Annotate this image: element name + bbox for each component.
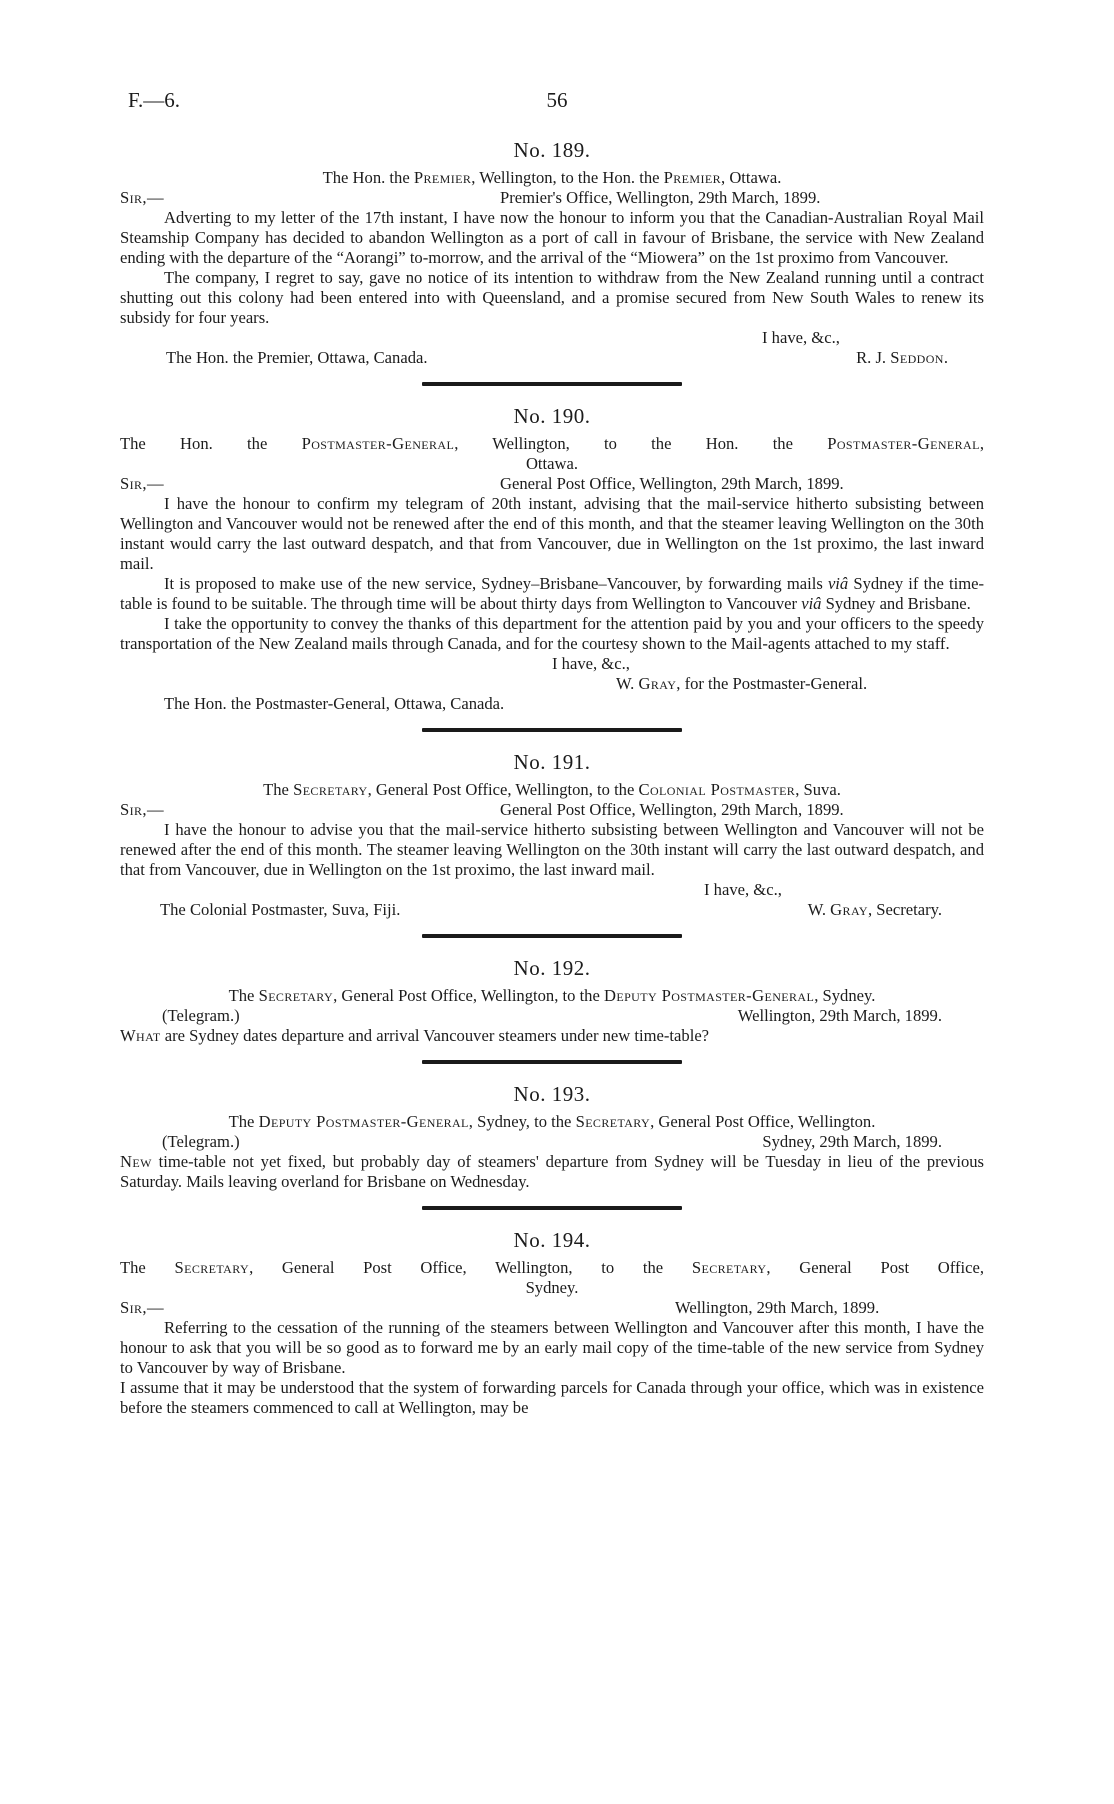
- letter-number: No. 194.: [513, 1228, 591, 1252]
- paragraph: Referring to the cessation of the running of the steamers between Wellington and Vancouver after this month, I have the honour to ask that you will be so good as to forward me by an early mail copy of the time-table of the new service from Sydney to Vancouver by way of Brisbane.: [120, 1318, 984, 1377]
- addressee: The Hon. the Postmaster-General, Ottawa, Canada.: [164, 694, 505, 713]
- place-date: Sydney, 29th March, 1899.: [762, 1132, 942, 1151]
- salutation: Sir,—: [120, 1298, 164, 1317]
- letter-194: [120, 1230, 984, 1418]
- salutation: Sir,—: [120, 474, 164, 493]
- letter-193: [120, 1084, 984, 1192]
- signature: R. J. Seddon.: [856, 348, 948, 367]
- letter-192: [120, 958, 984, 1046]
- place-date: General Post Office, Wellington, 29th March, 1899.: [500, 800, 844, 819]
- signature: W. Gray, Secretary.: [807, 900, 942, 919]
- section-divider: [422, 382, 682, 386]
- section-divider: [422, 728, 682, 732]
- letter-heading: The Hon. the Premier, Wellington, to the Hon. the Premier, Ottawa.: [322, 168, 782, 187]
- paragraph: I take the opportunity to convey the thanks of this department for the attention paid by you and your officers to the speedy transportation of the New Zealand mails through Canada, and for the courtesy shown to the Mail-agents attached to my staff.: [120, 614, 984, 653]
- salutation: Sir,—: [120, 188, 164, 207]
- telegram-label: (Telegram.): [162, 1132, 240, 1151]
- letter-heading-continued: Ottawa.: [525, 454, 579, 473]
- closing: I have, &c.,: [762, 328, 840, 347]
- letter-number: No. 189.: [513, 138, 591, 162]
- letter-number: No. 191.: [513, 750, 591, 774]
- paragraph: The company, I regret to say, gave no notice of its intention to withdraw from the New Zealand running until a contract shutting out this colony had been entered into with Queensland, and a promise secured from New South Wales to renew its subsidy for four years.: [120, 268, 984, 327]
- letter-190: [120, 406, 984, 714]
- closing: I have, &c.,: [704, 880, 782, 899]
- document-body: [120, 140, 984, 1418]
- letter-heading: The Deputy Postmaster-General, Sydney, to the Secretary, General Post Office, Wellington.: [228, 1112, 876, 1131]
- paragraph: I assume that it may be understood that the system of forwarding parcels for Canada through your office, which was in existence before the steamers commenced to call at Wellington, may be: [120, 1378, 984, 1417]
- page-number: 56: [546, 88, 568, 112]
- section-divider: [422, 1206, 682, 1210]
- addressee: The Colonial Postmaster, Suva, Fiji.: [160, 900, 401, 919]
- paragraph: I have the honour to advise you that the mail-service hitherto subsisting between Wellington and Vancouver will not be renewed after the end of this month. The steamer leaving Wellington on the 30th instant will carry the last outward despatch, and that from Vancouver, due in Wellington on the 1st proximo, the last inward mail.: [120, 820, 984, 879]
- letter-189: [120, 140, 984, 368]
- document-reference: F.—6.: [128, 88, 180, 112]
- place-date: General Post Office, Wellington, 29th March, 1899.: [500, 474, 844, 493]
- signature: W. Gray, for the Postmaster-General.: [616, 674, 868, 693]
- letter-heading: The Secretary, General Post Office, Wellington, to the Deputy Postmaster-General, Sydney.: [228, 986, 876, 1005]
- paragraph: Adverting to my letter of the 17th instant, I have now the honour to inform you that the Canadian-Australian Royal Mail Steamship Company has decided to abandon Wellington as a port of call in favour of Brisbane, the service with New Zealand ending with the departure of the “Aorangi” to-morrow, and the arrival of the “Miowera” on the 1st proximo from Vancouver.: [120, 208, 984, 267]
- addressee: The Hon. the Premier, Ottawa, Canada.: [166, 348, 428, 367]
- closing: I have, &c.,: [552, 654, 630, 673]
- place-date: Wellington, 29th March, 1899.: [737, 1006, 942, 1025]
- letter-number: No. 192.: [513, 956, 591, 980]
- telegram-body: New time-table not yet fixed, but probably day of steamers' departure from Sydney will be Tuesday in lieu of the previous Saturday. Mails leaving overland for Brisbane on Wednesday.: [120, 1152, 984, 1191]
- paragraph: It is proposed to make use of the new service, Sydney–Brisbane–Vancouver, by forwarding mails viâ Sydney if the time-table is found to be suitable. The through time will be about thirty days from Wellington to Vancouver viâ Sydney and Brisbane.: [120, 574, 984, 613]
- section-divider: [422, 1060, 682, 1064]
- telegram-body: What are Sydney dates departure and arrival Vancouver steamers under new time-table?: [120, 1026, 710, 1045]
- place-date: Wellington, 29th March, 1899.: [675, 1298, 880, 1317]
- salutation: Sir,—: [120, 800, 164, 819]
- letter-heading: The Secretary, General Post Office, Wellington, to the Colonial Postmaster, Suva.: [263, 780, 841, 799]
- paragraph: I have the honour to confirm my telegram of 20th instant, advising that the mail-service hitherto subsisting between Wellington and Vancouver would not be renewed after the end of this month, and that the steamer leaving Wellington on the 30th instant would carry the last outward despatch, and that from Vancouver, due in Wellington on the 1st proximo, the last inward mail.: [120, 494, 984, 573]
- letter-heading: The Hon. the Postmaster-General, Wellington, to the Hon. the Postmaster-General,: [120, 434, 984, 453]
- telegram-label: (Telegram.): [162, 1006, 240, 1025]
- letter-191: [120, 752, 984, 920]
- letter-heading: The Secretary, General Post Office, Wellington, to the Secretary, General Post Office,: [120, 1258, 984, 1277]
- letter-number: No. 193.: [513, 1082, 591, 1106]
- place-date: Premier's Office, Wellington, 29th March, 1899.: [500, 188, 821, 207]
- section-divider: [422, 934, 682, 938]
- letter-heading-continued: Sydney.: [525, 1278, 579, 1297]
- letter-number: No. 190.: [513, 404, 591, 428]
